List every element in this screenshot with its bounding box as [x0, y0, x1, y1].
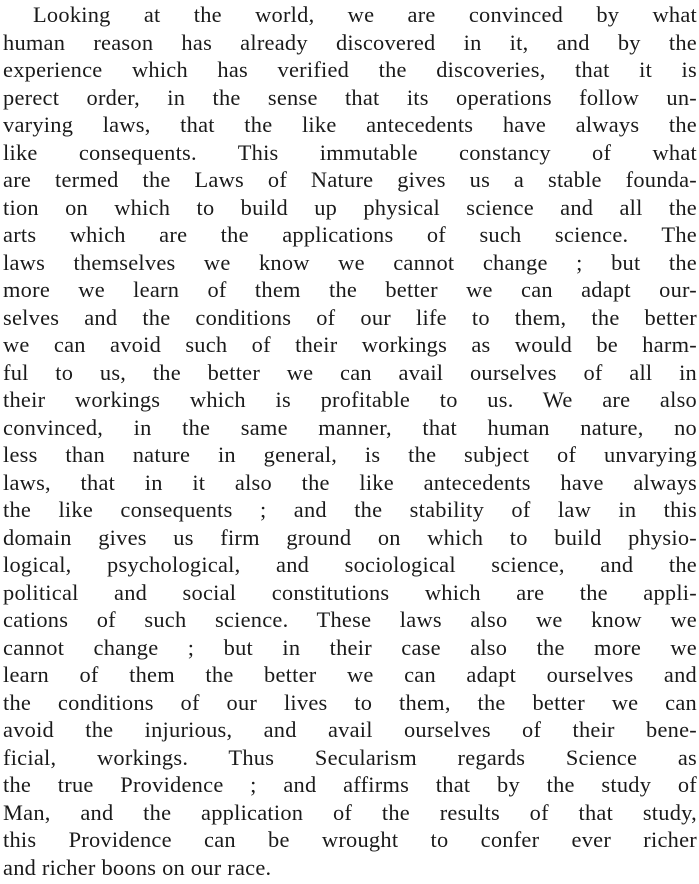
- text-line: selves and the conditions of our life to them, the better: [3, 304, 697, 330]
- text-line: more we learn of them the better we can adapt our-: [3, 277, 697, 302]
- text-line: the like consequents ; and the stability of law in this: [3, 497, 697, 522]
- body-paragraph: [3, 1, 697, 881]
- text-line: experience which has verified the discoveries, that it is: [3, 57, 697, 82]
- text-line: like consequents. This immutable constancy of what: [3, 139, 697, 165]
- text-line: Looking at the world, we are convinced by what: [33, 2, 697, 27]
- text-line: this Providence can be wrought to confer ever richer: [3, 827, 697, 852]
- text-line: varying laws, that the like antecedents have always the: [3, 112, 697, 137]
- text-line: political and social constitutions which are the appli-: [3, 579, 697, 605]
- text-line: learn of them the better we can adapt ourselves and: [3, 662, 697, 687]
- text-line: tion on which to build up physical science and all the: [3, 194, 697, 220]
- text-line: the true Providence ; and affirms that by the study of: [3, 772, 697, 797]
- text-line: are termed the Laws of Nature gives us a stable founda-: [3, 167, 697, 192]
- text-line: domain gives us firm ground on which to build physio-: [3, 524, 697, 550]
- text-line: cannot change ; but in their case also the more we: [3, 634, 697, 660]
- text-line: the conditions of our lives to them, the better we can: [3, 689, 697, 715]
- text-line: ficial, workings. Thus Secularism regards Science as: [3, 744, 697, 770]
- text-line: avoid the injurious, and avail ourselves of their bene-: [3, 717, 697, 742]
- text-line: ful to us, the better we can avail ourselves of all in: [3, 359, 697, 385]
- text-line: less than nature in general, is the subject of unvarying: [3, 442, 697, 467]
- text-line: we can avoid such of their workings as would be harm-: [3, 332, 697, 357]
- text-line: convinced, in the same manner, that human nature, no: [3, 414, 697, 440]
- text-line: cations of such science. These laws also we know we: [3, 607, 697, 632]
- text-line: arts which are the applications of such science. The: [3, 222, 697, 247]
- text-line: perect order, in the sense that its operations follow un-: [3, 84, 697, 110]
- text-line: laws themselves we know we cannot change ; but the: [3, 249, 697, 275]
- text-line: logical, psychological, and sociological science, and the: [3, 552, 697, 577]
- document-page: [0, 1, 699, 884]
- text-line: human reason has already discovered in it, and by the: [3, 29, 697, 55]
- text-line: laws, that in it also the like antecedents have always: [3, 469, 697, 495]
- text-line: Man, and the application of the results of that study,: [3, 799, 697, 825]
- text-line: their workings which is profitable to us. We are also: [3, 387, 697, 412]
- text-line: and richer boons on our race.: [3, 854, 272, 880]
